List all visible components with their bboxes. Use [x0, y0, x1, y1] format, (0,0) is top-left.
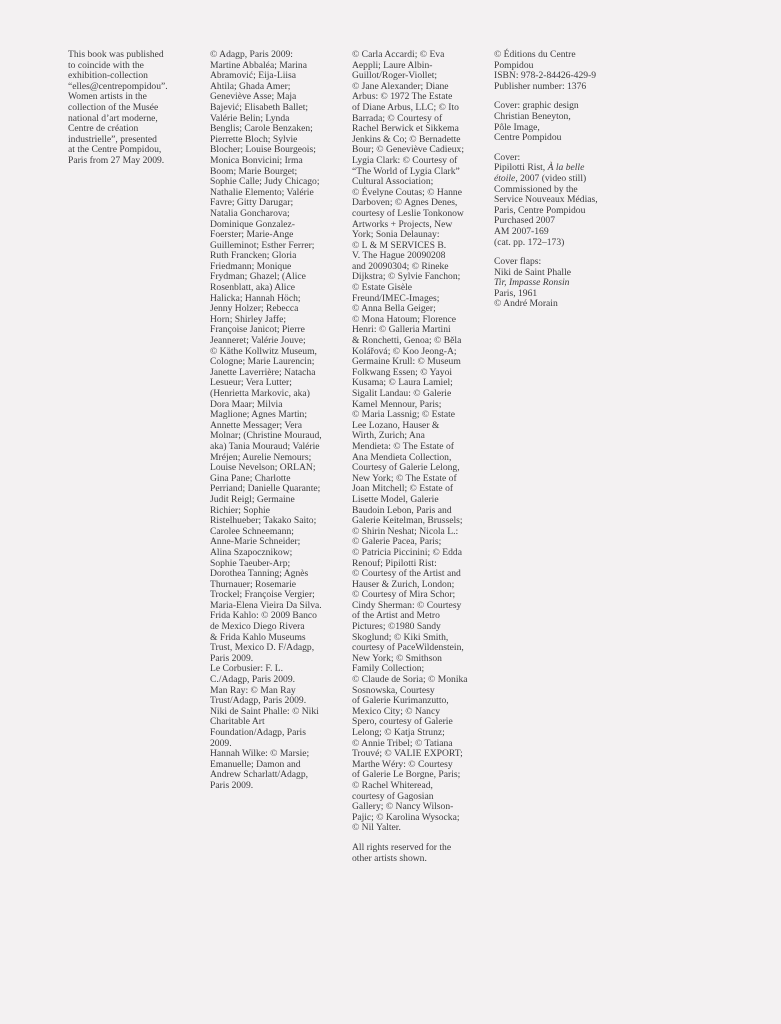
cover-label: Cover:	[494, 151, 521, 163]
exhibition-note: This book was published to coincide with the exhibition-collection “elles@centrepompidou”. Women artists in the collection of the Musée national d’art moderne, Centre de création industrielle”, presented at the Centre Pompidou, Paris from 27 May 2009.	[68, 49, 168, 166]
rights-reserved-note: All rights reserved for the other artists shown.	[352, 841, 452, 864]
cover-title-line2: étoile	[494, 172, 516, 184]
artist-credits: © Carla Accardi; © Eva Aeppli; Laure Albin- Guillot/Roger-Viollet; © Jane Alexander; Diane Arbus: © 1972 The Estate of Diane Arbus, LLC; © Ito Barrada; © Courtesy of Rachel Berwick et Sikkema Jenkins & Co; © Bernadette Bour; © Geneviève Cadieux; Lygia Clark: © Courtesy of “The World of Lygia Clark” Cultural Association; © Évelyne Coutas; © Hanne Darboven; © Agnes Denes, courtesy of Leslie Tonkonow Artworks + Projects, New York; Sonia Delaunay: © L & M SERVICES B. V. The Hague 20090208 and 20090304; © Rineke Dijkstra; © Sylvie Fanchon; © Estate Gisèle Freund/IMEC-Images; © Anna Bella Geiger; © Mona Hatoum; Florence Henri: © Galleria Martini & Ronchetti, Genoa; © Běla Kolářová; © Koo Jeong-A; Germaine Krull: © Museum Folkwang Essen; © Yayoi Kusama; © Laura Lamiel; Sigalit Landau: © Galerie Kamel Mennour, Paris; © Maria Lassnig; © Estate Lee Lozano, Hauser & Wirth, Zurich; Ana Mendieta: © The Estate of Ana Mendieta Collection, Courtesy of Galerie Lelong, New York; © The Estate of Joan Mitchell; © Estate of Lisette Model, Galerie Baudoin Lebon, Paris and Galerie Keitelman, Brussels; © Shirin Neshat; Nicola L.: © Galerie Pacea, Paris; © Patricia Piccinini; © Edda Renouf; Pipilotti Rist: © Courtesy of the Artist and Hauser & Zurich, London; © Courtesy of Mira Schor; Cindy Sherman: © Courtesy of the Artist and Metro Pictures; ©1980 Sandy Skoglund; © Kiki Smith, courtesy of PaceWildenstein, New York; © Smithson Family Collection; © Claude de Soria; © Monika Sosnowska, Courtesy of Galerie Kurimanzutto, Mexico City; © Nancy Spero, courtesy of Galerie Lelong; © Katja Strunz; © Annie Tribel; © Tatiana Trouvé; © VALIE EXPORT; Marthe Wéry: © Courtesy of Galerie Le Borgne, Paris; © Rachel Whiteread, courtesy of Gagosian Gallery; © Nancy Wilson- Pajic; © Karolina Wysocka; © Nil Yalter.	[352, 49, 468, 834]
artist-credits-column	[352, 50, 480, 864]
publisher-info: © Éditions du Centre Pompidou ISBN: 978-2-84426-429-9 Publisher number: 1376	[494, 49, 597, 92]
cover-artist: Pipilotti Rist,	[494, 162, 548, 174]
adagp-credits-column	[210, 50, 338, 792]
flaps-details: Paris, 1961 © André Morain	[494, 287, 558, 310]
flaps-title: Tir, Impasse Ronsin	[494, 277, 570, 289]
cover-details: , 2007 (video still) Commissioned by the Service Nouveaux Médias, Paris, Centre Pompidou Purchased 2007 AM 2007-169 (cat. pp. 172–173)	[494, 172, 598, 248]
flaps-label: Cover flaps:	[494, 256, 542, 268]
cover-title-line1: À la belle	[547, 162, 585, 174]
publisher-column	[494, 50, 619, 310]
exhibition-note-column	[68, 50, 188, 167]
cover-design-credit: Cover: graphic design Christian Beneyton, Pôle Image, Centre Pompidou	[494, 100, 579, 144]
flaps-artist: Niki de Saint Phalle	[494, 266, 572, 278]
adagp-credits: © Adagp, Paris 2009: Martine Abbaléa; Marina Abramović; Eija-Liisa Ahtila; Ghada Amer; Geneviève Asse; Maja Bajević; Elisabeth Ballet; Valérie Belin; Lynda Benglis; Carole Benzaken; Pierrette Bloch; Sylvie Blocher; Louise Bourgeois; Monica Bonvicini; Irma Boom; Marie Bourget; Sophie Calle; Judy Chicago; Nathalie Elemento; Valérie Favre; Gitty Darugar; Natalia Goncharova; Dominique Gonzalez- Foerster; Marie-Ange Guilleminot; Esther Ferrer; Ruth Francken; Gloria Friedmann; Monique Frydman; Ghazel; (Alice Rosenblatt, aka) Alice Halicka; Hannah Höch; Jenny Holzer; Rebecca Horn; Shirley Jaffe; Françoise Janicot; Pierre Jeanneret; Valérie Jouve; © Käthe Kollwitz Museum, Cologne; Marie Laurencin; Janette Laverrière; Natacha Lesueur; Vera Lutter; (Henrietta Markovic, aka) Dora Maar; Milvia Maglione; Agnes Martin; Annette Messager; Vera Molnar; (Christine Mouraud, aka) Tania Mouraud; Valérie Mréjen; Aurelie Nemours; Louise Nevelson; ORLAN; Gina Pane; Charlotte Perriand; Danielle Quarante; Judit Reigl; Germaine Richier; Sophie Ristelhueber; Takako Saito; Carolee Schneemann; Anne-Marie Schneider; Alina Szapocznikow; Sophie Taeuber-Arp; Dorothea Tanning; Agnès Thurnauer; Rosemarie Trockel; Françoise Vergier; Maria-Elena Vieira Da Silva. Frida Kahlo: © 2009 Banco de Mexico Diego Rivera & Frida Kahlo Museums Trust, Mexico D. F/Adagp, Paris 2009. Le Corbusier: F. L. C./Adagp, Paris 2009. Man Ray: © Man Ray Trust/Adagp, Paris 2009. Niki de Saint Phalle: © Niki Charitable Art Foundation/Adagp, Paris 2009. Hannah Wilke: © Marsie; Emanuelle; Damon and Andrew Scharlatt/Adagp, Paris 2009.	[210, 49, 322, 791]
cover-flaps-credit	[494, 257, 619, 310]
cover-credit	[494, 153, 619, 248]
